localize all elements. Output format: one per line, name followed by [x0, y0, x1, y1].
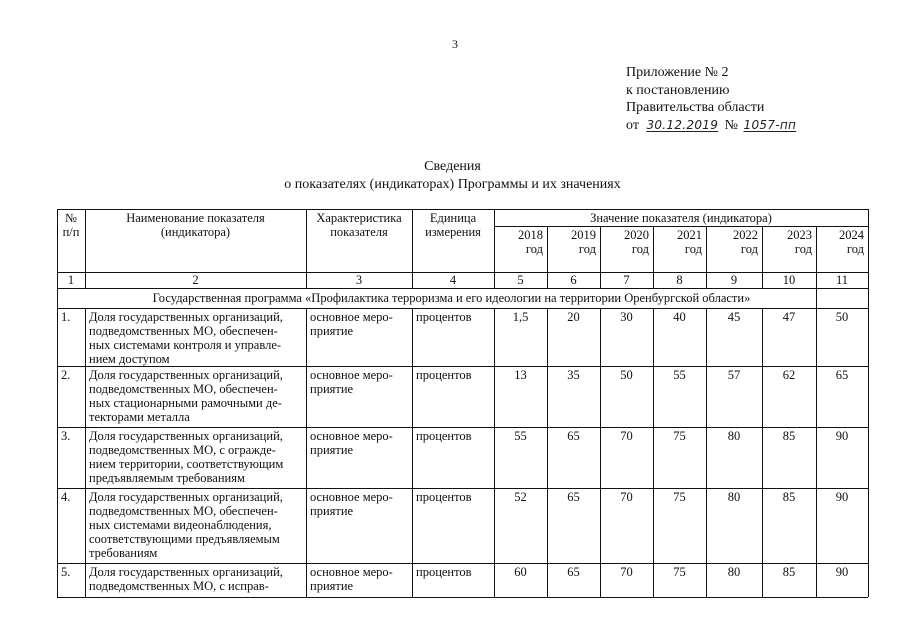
row-3-value-1: 55 — [514, 429, 527, 443]
row-1-value-2: 20 — [567, 310, 580, 324]
row-1-value-6: 47 — [782, 310, 796, 324]
row-4-name: Доля государственных организаций, подведомственных МО, обеспечен- ных системами видеонаблюдения, соответствующими предъявляемым требованиям — [89, 490, 283, 560]
appendix-from: от — [626, 117, 639, 133]
header-year-7: 2024 год — [839, 228, 864, 256]
row-3-value-4: 75 — [673, 429, 686, 443]
table-border-top — [57, 209, 868, 210]
row-4-num: 4. — [61, 490, 71, 504]
appendix-block — [626, 64, 796, 134]
row-4-value-3: 70 — [620, 490, 633, 504]
column-number-6: 6 — [570, 273, 577, 287]
row-2-unit: процентов — [416, 368, 472, 382]
header-year-4: 2021 год — [677, 228, 702, 256]
header-name: Наименование показателя (индикатора) — [126, 211, 265, 239]
row-2-name: Доля государственных организаций, подведомственных МО, обеспечен- ных стационарными рамочными де- текторами металла — [89, 368, 283, 424]
row-3-value-6: 85 — [782, 429, 796, 443]
table-vline-9-body — [762, 308, 763, 597]
column-number-10: 10 — [782, 273, 796, 287]
row-1-value-4: 40 — [673, 310, 686, 324]
indicators-table — [57, 209, 868, 597]
row-4-value-2: 65 — [567, 490, 580, 504]
row-3-unit: процентов — [416, 429, 472, 443]
row-1-characteristic: основное меро- приятие — [310, 310, 393, 338]
row-3-value-5: 80 — [727, 429, 741, 443]
column-number-4: 4 — [449, 273, 457, 287]
row-4-value-7: 90 — [835, 490, 849, 504]
table-border-left — [57, 209, 58, 597]
row-4-value-1: 52 — [514, 490, 527, 504]
page-number: 3 — [452, 37, 458, 51]
row-1-name: Доля государственных организаций, подведомственных МО, обеспечен- ных системами контроля и управле- нием доступом — [89, 310, 283, 366]
row-2-value-6: 62 — [782, 368, 796, 382]
table-vline-4-body — [494, 308, 495, 597]
document-title: Сведения — [424, 159, 481, 174]
header-year-5: 2022 год — [733, 228, 758, 256]
header-year-2: 2019 год — [571, 228, 596, 256]
row-5-unit: процентов — [416, 565, 472, 579]
column-number-7: 7 — [623, 273, 630, 287]
header-year-1: 2018 год — [518, 228, 543, 256]
appendix-line-1: Приложение № 2 — [626, 65, 729, 80]
handwritten-number: 1057-пп — [743, 117, 797, 132]
table-vline-2-body — [306, 308, 307, 597]
appendix-line-3: Правительства области — [626, 100, 765, 115]
row-1-value-1: 1,5 — [512, 310, 529, 324]
column-number-5: 5 — [517, 273, 524, 287]
row-3-characteristic: основное меро- приятие — [310, 429, 393, 457]
header-num: № п/п — [62, 211, 80, 239]
table-line-row-3 — [57, 488, 868, 489]
table-line-row-2 — [57, 427, 868, 428]
row-3-value-7: 90 — [835, 429, 849, 443]
program-row-title: Государственная программа «Профилактика терроризма и его идеологии на территории Оренбургской области» — [152, 291, 751, 305]
table-line-row-4 — [57, 563, 868, 564]
column-number-11: 11 — [835, 273, 849, 287]
document-subtitle: о показателях (индикаторах) Программы и их значениях — [284, 177, 621, 192]
row-5-value-4: 75 — [673, 565, 686, 579]
table-vline-7-body — [653, 308, 654, 597]
table-vline-8-body — [706, 308, 707, 597]
header-characteristic: Характеристика показателя — [316, 211, 402, 239]
row-5-value-1: 60 — [514, 565, 527, 579]
header-unit: Единица измерения — [425, 211, 481, 239]
row-2-value-2: 35 — [567, 368, 580, 382]
header-values-group: Значение показателя (индикатора) — [590, 211, 772, 225]
table-vline-10-body — [816, 308, 817, 597]
header-year-3: 2020 год — [624, 228, 649, 256]
table-line-program-bottom — [57, 308, 868, 309]
row-2-value-7: 65 — [835, 368, 849, 382]
row-5-num: 5. — [61, 565, 71, 579]
row-1-value-7: 50 — [835, 310, 849, 324]
table-line-row-5 — [57, 597, 868, 598]
row-2-value-3: 50 — [620, 368, 633, 382]
row-5-value-3: 70 — [620, 565, 633, 579]
table-vline-3-body — [412, 308, 413, 597]
column-number-8: 8 — [676, 273, 683, 287]
row-1-num: 1. — [61, 310, 71, 324]
table-vline-6-body — [600, 308, 601, 597]
row-4-value-4: 75 — [673, 490, 686, 504]
header-year-6: 2023 год — [787, 228, 812, 256]
row-2-value-4: 55 — [673, 368, 686, 382]
row-4-value-5: 80 — [727, 490, 741, 504]
row-4-unit: процентов — [416, 490, 472, 504]
table-line-years — [494, 226, 868, 227]
row-5-value-6: 85 — [782, 565, 796, 579]
handwritten-date: 30.12.2019 — [646, 117, 719, 132]
row-5-value-5: 80 — [727, 565, 741, 579]
column-number-2: 2 — [192, 273, 199, 287]
row-5-name: Доля государственных организаций, подведомственных МО, с исправ- — [89, 565, 283, 593]
table-line-row-1 — [57, 366, 868, 367]
table-border-right — [868, 209, 869, 597]
row-3-num: 3. — [61, 429, 71, 443]
appendix-number-sign: № — [724, 117, 739, 133]
column-number-1: 1 — [67, 273, 75, 287]
row-2-value-5: 57 — [727, 368, 741, 382]
row-3-value-2: 65 — [567, 429, 580, 443]
row-1-value-3: 30 — [620, 310, 633, 324]
table-line-colnums-bottom — [57, 288, 868, 289]
row-2-characteristic: основное меро- приятие — [310, 368, 393, 396]
table-vline-5-body — [547, 308, 548, 597]
row-2-num: 2. — [61, 368, 71, 382]
row-4-characteristic: основное меро- приятие — [310, 490, 393, 518]
row-5-characteristic: основное меро- приятие — [310, 565, 393, 593]
row-5-value-2: 65 — [567, 565, 580, 579]
row-1-unit: процентов — [416, 310, 472, 324]
appendix-line-4 — [626, 117, 796, 135]
column-number-9: 9 — [730, 273, 738, 287]
row-5-value-7: 90 — [835, 565, 849, 579]
row-2-value-1: 13 — [514, 368, 527, 382]
row-4-value-6: 85 — [782, 490, 796, 504]
table-vline-1-body — [85, 308, 86, 597]
column-number-3: 3 — [355, 273, 363, 287]
row-3-name: Доля государственных организаций, подведомственных МО, с огражде- нием территории, соответствующим предъявляемым требованиям — [89, 429, 284, 485]
appendix-line-2: к постановлению — [626, 82, 730, 98]
row-1-value-5: 45 — [727, 310, 741, 324]
row-3-value-3: 70 — [620, 429, 633, 443]
